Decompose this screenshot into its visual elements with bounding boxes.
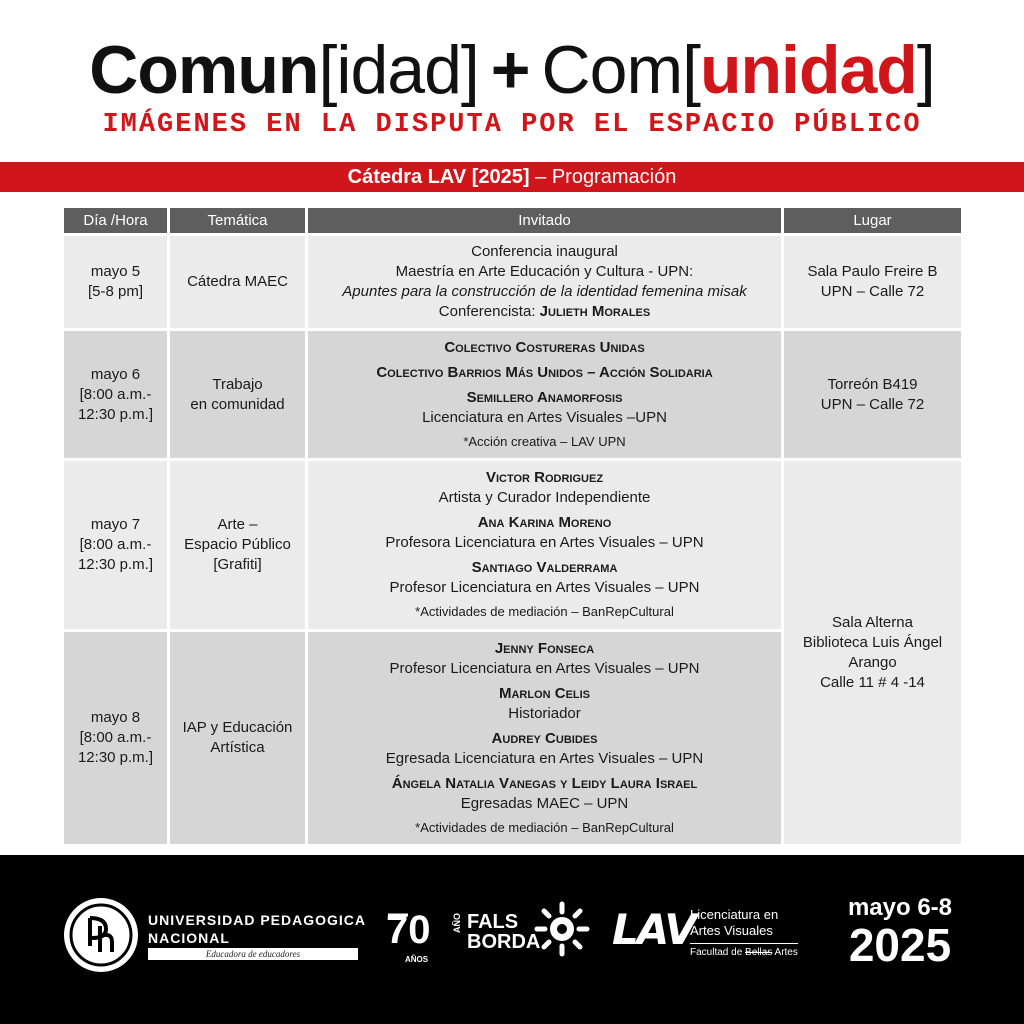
place-line: Torreón B419 — [827, 375, 918, 393]
guest-name: Ángela Natalia Vanegas y Leidy Laura Israel — [391, 774, 698, 792]
fals-borda-logo — [455, 912, 540, 952]
topic-line: Trabajo — [212, 375, 263, 393]
speaker-prefix: Conferencista: — [438, 303, 540, 320]
guest-line: Conferencia inaugural — [471, 243, 618, 260]
time-label: [8:00 a.m.- — [79, 536, 152, 553]
row34-place — [784, 461, 961, 844]
topic-line: IAP y Educación — [182, 719, 293, 736]
topic-line: Espacio Público — [184, 536, 291, 553]
event-dates — [838, 895, 962, 969]
table-body — [64, 236, 961, 844]
row4-topic — [170, 632, 305, 844]
lav-line: Licenciatura en — [690, 907, 779, 922]
topic-line: en comunidad — [190, 395, 285, 413]
header-tematica: Temática — [170, 208, 305, 233]
lav-logo: LAV — [612, 905, 695, 954]
header-invitado: Invitado — [308, 208, 781, 233]
fals-borda-side-label: AÑO — [452, 913, 462, 933]
row3-day — [64, 461, 167, 629]
row1-topic — [170, 236, 305, 328]
header-dia-hora: Día /Hora — [64, 208, 167, 233]
faculty-struck: Bellas — [745, 947, 773, 958]
row1-guests — [308, 236, 781, 328]
speaker-name: Julieth Morales — [539, 303, 651, 320]
day-label: mayo 5 — [90, 263, 141, 280]
day-label: mayo 8 — [90, 709, 141, 726]
guest-name: Ana Karina Moreno — [477, 514, 612, 531]
lav-program — [690, 907, 778, 939]
lav-line: Artes Visuales — [690, 923, 773, 938]
topic-line: [Grafiti] — [213, 556, 262, 573]
topic-line: Cátedra MAEC — [187, 273, 288, 290]
upn-slogan: Educadora de educadores — [148, 948, 358, 960]
place-line: Calle 11 # 4 -14 — [820, 673, 925, 691]
row2-day — [64, 331, 167, 458]
guest-desc: Egresadas MAEC – UPN — [460, 794, 629, 812]
row2-place — [784, 331, 961, 458]
day-label: mayo 7 — [90, 516, 141, 533]
row2-topic — [170, 331, 305, 458]
guest-note: *Acción creativa – LAV UPN — [463, 433, 626, 449]
title-plus: + — [490, 32, 530, 108]
place-line: UPN – Calle 72 — [820, 283, 925, 300]
place-line: Sala Paulo Freire B — [807, 263, 938, 280]
lav-faculty — [690, 943, 798, 959]
place-line: Sala Alterna — [832, 613, 913, 631]
anos-label: AÑOS — [405, 955, 429, 964]
guest-desc: Artista y Curador Independiente — [438, 489, 651, 506]
guest-desc: Profesor Licenciatura en Artes Visuales – UPN — [389, 659, 700, 677]
borda-line: BORDA — [467, 931, 541, 953]
upn-logo-icon — [62, 896, 140, 974]
title-part-com: Com[ — [541, 32, 700, 108]
title-part-unidad: unidad — [699, 32, 917, 108]
guest-name: Colectivo Barrios Más Unidos – Acción Solidaria — [376, 363, 713, 381]
time-label: [8:00 a.m.- — [79, 729, 152, 746]
page-title — [0, 30, 1024, 110]
date-range: mayo 6-8 — [847, 894, 953, 921]
sun-emblem-icon — [534, 901, 590, 957]
guest-name: Marlon Celis — [498, 684, 591, 702]
faculty-part: Artes — [772, 947, 798, 958]
title-part-bracket: ] — [916, 32, 935, 108]
guest-name: Colectivo Costureras Unidas — [444, 338, 645, 356]
guest-name: Audrey Cubides — [491, 729, 598, 747]
fals-line: FALS — [467, 911, 519, 933]
title-part-idad: [idad] — [318, 32, 479, 108]
row1-place — [784, 236, 961, 328]
guest-name: Jenny Fonseca — [494, 639, 595, 657]
section-bar — [0, 162, 1024, 192]
guest-note: *Actividades de mediación – BanRepCultural — [415, 819, 674, 835]
row4-day — [64, 632, 167, 844]
time-label: [5-8 pm] — [87, 283, 144, 300]
page-subtitle: IMÁGENES EN LA DISPUTA POR EL ESPACIO PÚBLICO — [102, 110, 922, 140]
place-line: Biblioteca Luis Ángel — [802, 633, 943, 651]
guest-name: Santiago Valderrama — [471, 559, 618, 576]
title-part-comun: Comun — [89, 32, 319, 108]
place-line: Arango — [848, 653, 897, 671]
bar-catedra: Cátedra LAV [2025] — [347, 166, 530, 188]
footer — [0, 855, 1024, 1024]
place-line: UPN – Calle 72 — [820, 395, 925, 413]
topic-line: Artística — [210, 739, 265, 756]
guest-desc: Egresada Licenciatura en Artes Visuales – UPN — [385, 749, 704, 767]
table-header-row — [64, 208, 961, 233]
time-label: 12:30 p.m.] — [77, 405, 154, 423]
guest-line-speaker — [439, 302, 650, 322]
row2-guests — [308, 331, 781, 458]
row3-topic — [170, 461, 305, 629]
upn-name-line: UNIVERSIDAD PEDAGOGICA — [148, 912, 367, 928]
guest-line-title: Apuntes para la construcción de la identidad femenina misak — [342, 283, 747, 300]
upn-name-line: NACIONAL — [148, 930, 230, 946]
guest-name: Semillero Anamorfosis — [466, 388, 623, 406]
row4-guests — [308, 632, 781, 844]
time-label: [8:00 a.m.- — [79, 385, 152, 403]
row1-day — [64, 236, 167, 328]
guest-note: *Actividades de mediación – BanRepCultural — [415, 604, 674, 619]
svg-text:70: 70 — [386, 908, 431, 952]
guest-desc: Profesor Licenciatura en Artes Visuales – UPN — [389, 579, 700, 596]
bar-programacion: – Programación — [529, 166, 677, 188]
topic-line: Arte – — [217, 516, 258, 533]
day-label: mayo 6 — [90, 365, 141, 383]
header-lugar: Lugar — [784, 208, 961, 233]
schedule-table — [64, 208, 961, 835]
date-year: 2025 — [848, 919, 952, 971]
time-label: 12:30 p.m.] — [77, 749, 154, 766]
guest-desc: Licenciatura en Artes Visuales –UPN — [422, 408, 667, 426]
upn-name — [148, 911, 366, 947]
page-header — [0, 0, 1024, 160]
guest-line: Maestría en Arte Educación y Cultura - UPN: — [395, 263, 694, 280]
row3-guests — [308, 461, 781, 629]
guest-desc: Historiador — [508, 704, 581, 722]
time-label: 12:30 p.m.] — [77, 556, 154, 573]
guest-desc: Profesora Licenciatura en Artes Visuales – UPN — [385, 534, 704, 551]
faculty-part: Facultad de — [690, 947, 746, 958]
guest-name: Victor Rodriguez — [485, 469, 604, 486]
